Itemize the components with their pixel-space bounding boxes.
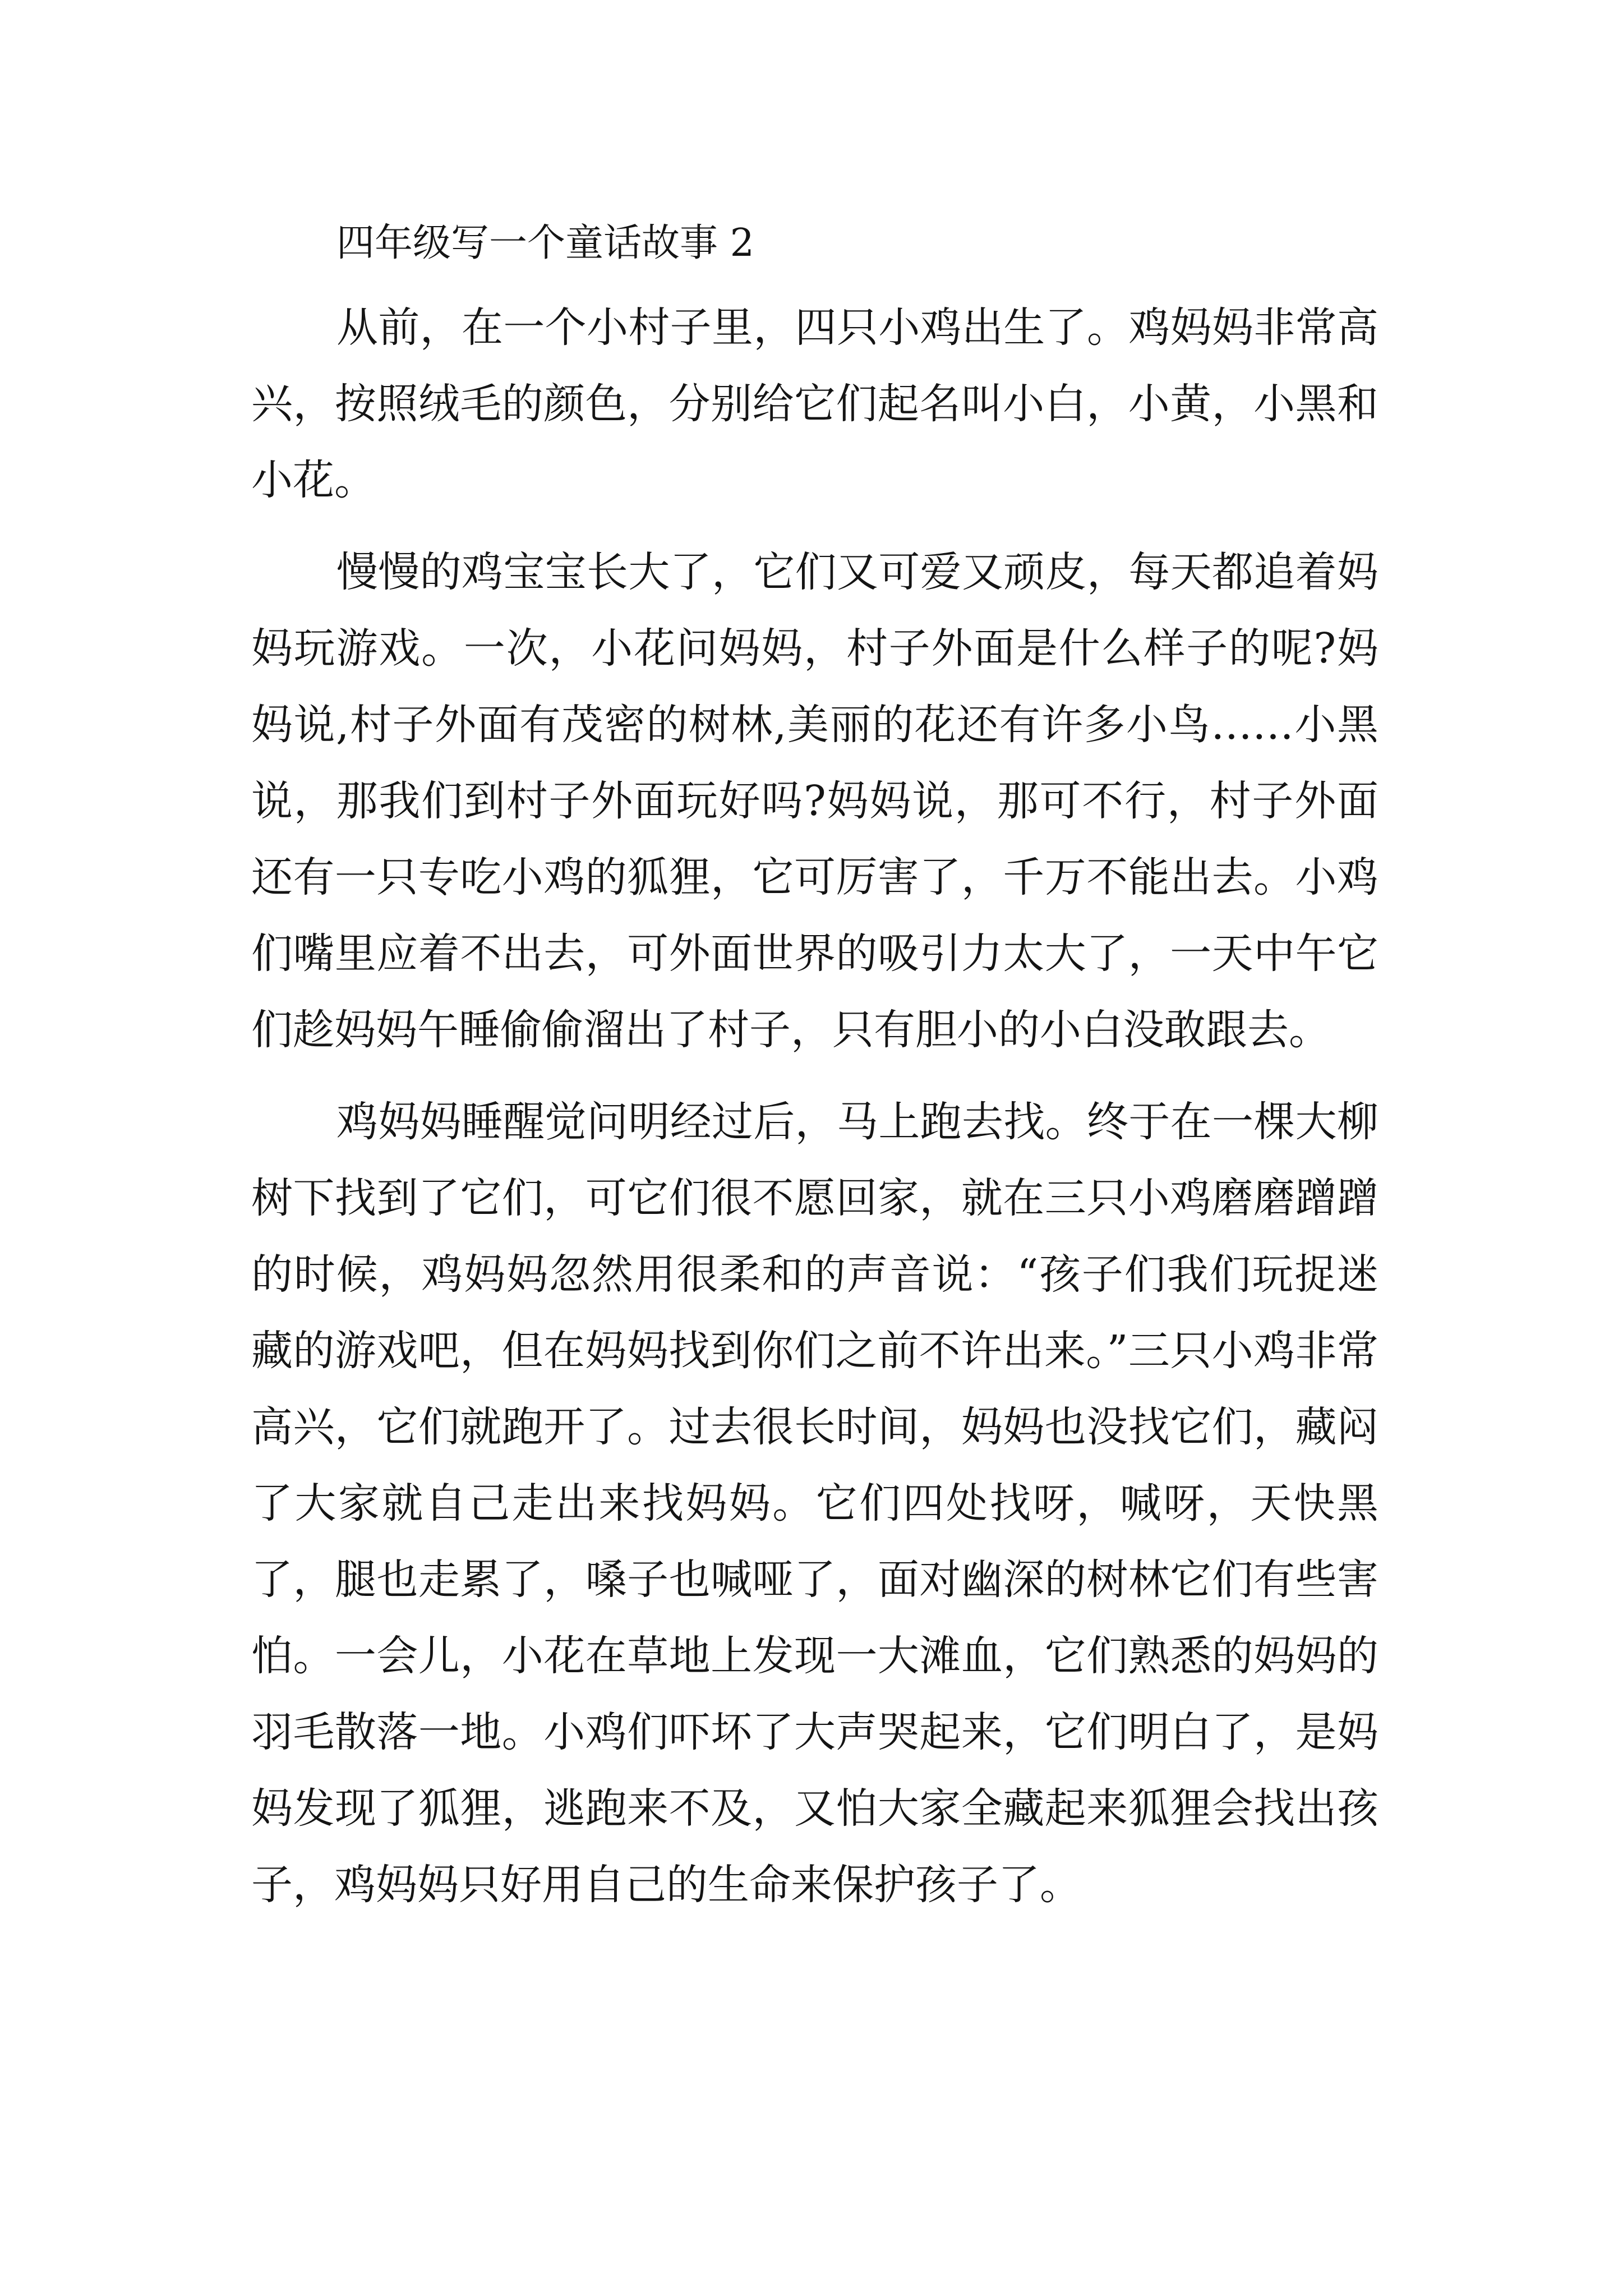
document-title: 四年级写一个童话故事 2 <box>336 221 754 265</box>
paragraph-1: 从前，在一个小村子里，四只小鸡出生了。鸡妈妈非常高兴，按照绒毛的颜色，分别给它们起名叫小白，小黄，小黑和小花。 <box>251 303 1378 504</box>
paragraph-3: 鸡妈妈睡醒觉问明经过后，马上跑去找。终于在一棵大柳树下找到了它们，可它们很不愿回家，就在三只小鸡磨磨蹭蹭的时候，鸡妈妈忽然用很柔和的声音说：“孩子们我们玩捉迷藏的游戏吧，但在妈妈找到你们之前不许出来。”三只小鸡非常高兴，它们就跑开了。过去很长时间，妈妈也没找它们，藏闷了大家就自己走出来找妈妈。它们四处找呀，喊呀，天快黑了，腿也走累了，嗓子也喊哑了，面对幽深的树林它们有些害怕。一会儿，小花在草地上发现一大滩血，它们熟悉的妈妈的羽毛散落一地。小鸡们吓坏了大声哭起来，它们明白了，是妈妈发现了狐狸，逃跑来不及，又怕大家全藏起来狐狸会找出孩子，鸡妈妈只好用自己的生命来保护孩子了。 <box>251 1098 1378 1909</box>
paragraph-2: 慢慢的鸡宝宝长大了，它们又可爱又顽皮，每天都追着妈妈玩游戏。一次，小花问妈妈，村子外面是什么样子的呢?妈妈说,村子外面有茂密的树林,美丽的花还有许多小鸟……小黑说，那我们到村子外面玩好吗?妈妈说，那可不行，村子外面还有一只专吃小鸡的狐狸，它可厉害了，千万不能出去。小鸡们嘴里应着不出去，可外面世界的吸引力太大了，一天中午它们趁妈妈午睡偷偷溜出了村子，只有胆小的小白没敢跟去。 <box>251 548 1378 1054</box>
document-page <box>251 208 1378 1923</box>
